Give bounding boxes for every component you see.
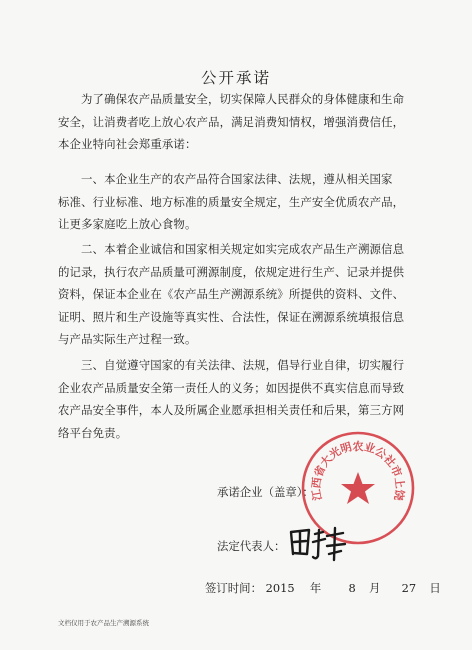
clause-line: 企业农产品质量安全第一责任人的义务；如因提供不真实信息而导致 — [58, 380, 405, 395]
date-year-unit: 年 — [309, 581, 322, 595]
clause-line: 农产品安全事件，本人及所属企业愿承担相关责任和后果，第三方网 — [58, 403, 405, 418]
intro-line: 为了确保农产品质量安全，切实保障人民群众的身体健康和生命 — [81, 92, 405, 106]
seal-text: 江西省大光明农业公社市上饶 — [309, 439, 407, 502]
date-year: 2015 — [265, 581, 295, 595]
date-month: 8 — [348, 581, 356, 595]
star-icon — [341, 472, 375, 504]
legal-representative-label: 法定代表人： — [217, 539, 286, 553]
clause-line: 让更多家庭吃上放心食物。 — [58, 217, 197, 232]
date-month-unit: 月 — [369, 581, 381, 595]
clause-line: 标准、行业标准、地方标准的质量安全规定，生产安全优质农产品， — [58, 194, 405, 209]
clause-line: 络平台免责。 — [58, 425, 128, 440]
clause-1 — [58, 168, 408, 236]
intro-line: 安全，让消费者吃上放心农产品，满足消费知情权，增强消费信任， — [58, 114, 405, 129]
clause-line: 二、本着企业诚信和国家相关规定如实完成农产品生产溯源信息 — [81, 242, 405, 256]
handwritten-signature — [285, 520, 349, 564]
clause-line: 资料，保证本企业在《农产品生产溯源系统》所提供的资料、文件、 — [58, 287, 405, 302]
clause-line: 的记录，执行农产品质量可溯源制度，依规定进行生产、记录并提供 — [58, 264, 405, 279]
footer-note: 文档仅用于农产品生产溯源系统 — [58, 619, 149, 627]
clause-line: 一、本企业生产的农产品符合国家法律、法规，遵从相关国家 — [81, 172, 393, 186]
clause-2 — [58, 238, 408, 351]
intro-line: 本企业特向社会郑重承诺： — [58, 137, 197, 152]
company-label: 承诺企业（盖章）： — [217, 485, 314, 499]
clause-line: 证明、照片和生产设施等真实性、合法性，保证在溯源系统填报信息 — [58, 309, 405, 324]
intro-paragraph — [58, 88, 408, 156]
date-day-unit: 日 — [429, 581, 441, 595]
date-day: 27 — [401, 581, 417, 595]
clause-line: 与产品实际生产过程一致。 — [58, 332, 197, 347]
document-title: 公开承诺 — [200, 69, 271, 87]
signing-date — [205, 580, 441, 596]
clause-line: 三、自觉遵守国家的有关法律、法规，倡导行业自律，切实履行 — [81, 358, 405, 372]
date-label: 签订时间： — [205, 581, 262, 595]
